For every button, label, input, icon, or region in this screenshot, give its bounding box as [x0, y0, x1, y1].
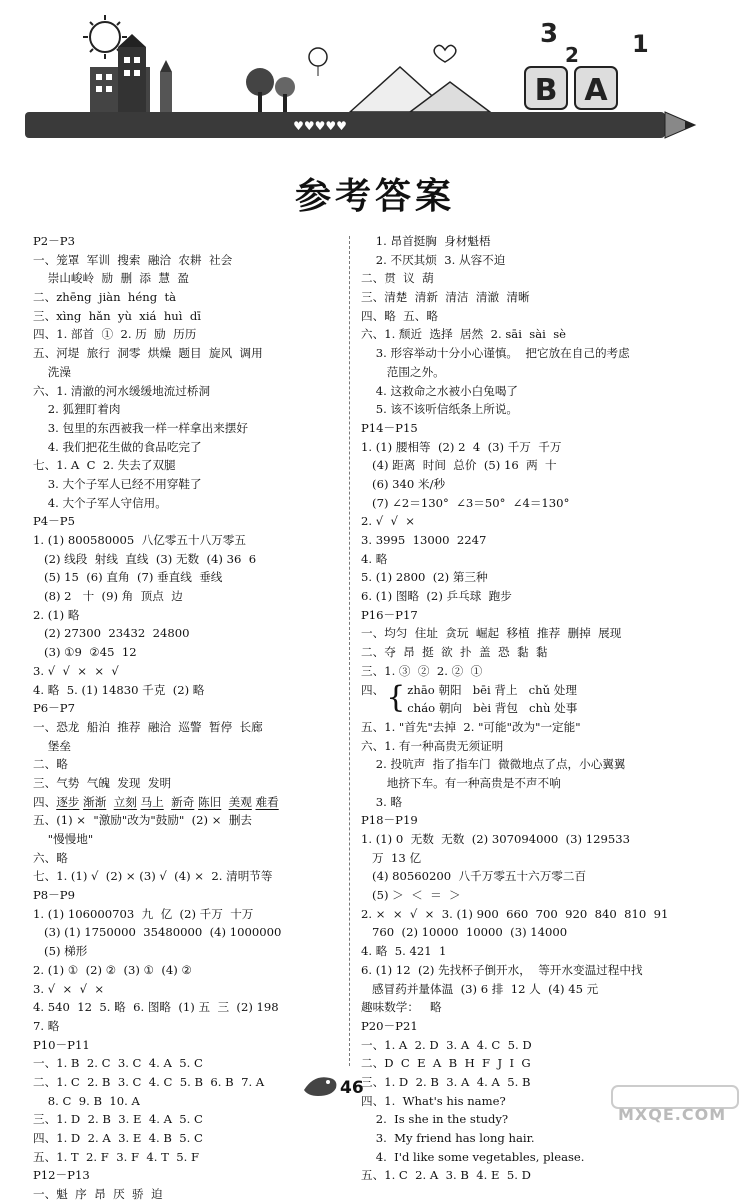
page-title: 参考答案 — [294, 176, 455, 217]
answer-line: 2. 投吭声 指了指车门 微微地点了点，小心翼翼 — [361, 757, 626, 772]
answer-line: 5. (1) 2800 (2) 第三种 — [361, 570, 488, 585]
answer-line: P16－P17 — [361, 607, 418, 622]
answer-line: 3. 包里的东西被我一样一样拿出来摆好 — [33, 420, 248, 435]
answer-line: 一、1. A 2. D 3. A 4. C 5. D — [361, 1037, 532, 1052]
column-divider — [349, 236, 350, 1066]
answer-line: 一、魁 序 昂 厌 骄 迫 — [33, 1187, 163, 1202]
answer-line: P8－P9 — [33, 888, 75, 903]
answer-line: 2. (1) 略 — [33, 607, 80, 622]
answer-line: 三、清楚 清新 清洁 清澈 清晰 — [361, 290, 530, 305]
answer-line: 3. 大个子军人已经不用穿鞋了 — [33, 476, 202, 491]
answer-line: 七、1. (1) √ (2) × (3) √ (4) × 2. 清明节等 — [33, 869, 273, 884]
underlined-word: 难看 — [255, 794, 279, 809]
answer-line: 4. 略 5. 421 1 — [361, 944, 447, 959]
answer-line: (2) 线段 射线 直线 (3) 无数 (4) 36 6 — [33, 551, 257, 566]
underlined-word: 陈旧 — [198, 794, 222, 809]
answer-line: 五、河堤 旅行 洞零 烘燥 题目 旋风 调用 — [33, 346, 263, 361]
underlined-word: 美观 — [228, 794, 252, 809]
banner-hearts: ♥♥♥♥♥ — [293, 119, 347, 133]
answer-line: 三、1. D 2. B 3. A 4. A 5. B — [361, 1074, 531, 1089]
underlined-word: 渐渐 — [83, 794, 107, 809]
answer-line: 2. 不厌其烦 3. 从容不迫 — [361, 252, 506, 267]
answer-line: 二、zhēng jiàn héng tà — [33, 290, 177, 305]
answer-line: 一、1. B 2. C 3. C 4. A 5. C — [33, 1056, 203, 1071]
underlined-word: 逐步 — [56, 794, 80, 809]
answer-line: "慢慢地" — [33, 832, 94, 846]
answer-line: 3. √ √ × × √ — [33, 663, 119, 678]
answer-line: 4. 540 12 5. 略 6. 图略 (1) 五 三 (2) 198 — [33, 1000, 279, 1015]
answer-line: 五、1. "首先"去掉 2. "可能"改为"一定能" — [361, 719, 581, 734]
answer-line: 2. √ √ × — [361, 514, 415, 529]
answer-line: 范围之外。 — [361, 364, 445, 379]
pinyin-stack — [407, 681, 577, 718]
answer-line: 6. (1) 图略 (2) 乒乓球 跑步 — [361, 589, 512, 604]
right-answer-column — [361, 232, 721, 1185]
answer-line: 760 (2) 10000 10000 (3) 14000 — [361, 925, 568, 940]
answer-line: P12－P13 — [33, 1168, 90, 1183]
answer-line: 4. 我们把花生做的食品吃完了 — [33, 439, 202, 454]
balloon-icon — [309, 48, 327, 76]
answer-line: 六、1. 有一种高贵无须证明 — [361, 738, 504, 753]
underlined-word: 立刻 — [113, 794, 137, 809]
answer-line: 五、(1) × "激励"改为"鼓励" (2) × 删去 — [33, 813, 253, 828]
answer-line: 六、1. 颓近 选择 居然 2. sāi sài sè — [361, 327, 567, 342]
answer-line: 二、D C E A B H F J I G — [361, 1056, 531, 1071]
answer-line: 四、略 五、略 — [361, 308, 438, 323]
digit-1: 1 — [632, 30, 649, 58]
underlined-words-row — [33, 793, 345, 812]
curly-bracket: { — [386, 679, 406, 715]
answer-line: 一、均匀 住址 贪玩 崛起 移植 推荐 删掉 展现 — [361, 626, 622, 641]
answer-line: 趣味数学： 略 — [361, 1000, 442, 1015]
answer-line: (3) ①9 ②45 12 — [33, 645, 137, 660]
answer-prefix: 四、 — [33, 794, 57, 809]
answer-line: (3) (1) 1750000 35480000 (4) 1000000 — [33, 925, 282, 940]
watermark-text: MXQE.COM — [618, 1105, 727, 1124]
answer-line: 四、1. 部首 ① 2. 历 励 历历 — [33, 327, 197, 342]
answer-line: 7. 略 — [33, 1018, 60, 1033]
mascot-icon — [300, 1068, 340, 1098]
answer-line: 6. (1) 12 (2) 先找杯子倒开水， 等开水变温过程中找 — [361, 962, 643, 977]
page-number: 46 — [340, 1078, 364, 1098]
answer-line: 3. √ × √ × — [33, 981, 105, 996]
school-building-icon — [90, 34, 150, 112]
answer-line: 六、1. 清澈的河水缓缓地流过桥洞 — [33, 383, 211, 398]
answer-line: 3. My friend has long hair. — [361, 1131, 535, 1146]
answer-line: (5) 15 (6) 直角 (7) 垂直线 垂线 — [33, 570, 223, 585]
answer-line: 二、1. C 2. B 3. C 4. C 5. B 6. B 7. A — [33, 1074, 265, 1089]
answer-line: 5. 该不该听信纸条上所说。 — [361, 402, 519, 417]
answer-line: 一、恐龙 船泊 推荐 融洽 巡警 暂停 长廊 — [33, 719, 263, 734]
mountains-icon — [350, 67, 490, 112]
answer-line: 三、1. ③ ② 2. ② ① — [361, 663, 483, 678]
answer-line: (5) ＞ ＜ ＝ ＞ — [361, 888, 461, 903]
answer-line: 2. × × √ × 3. (1) 900 660 700 920 840 810 91 — [361, 906, 669, 921]
pinyin-bracket-row — [361, 681, 721, 718]
answer-line: 崇山峻岭 励 删 添 慧 盈 — [33, 271, 189, 286]
answer-line: (7) ∠2＝130° ∠3＝50° ∠4＝130° — [361, 495, 570, 510]
answer-line: 1. (1) 800580005 八亿零五十八万零五 — [33, 533, 246, 547]
answer-prefix: 四、 — [361, 682, 385, 697]
answer-line: 4. 略 — [361, 551, 388, 566]
answer-line: 8. C 9. B 10. A — [33, 1093, 140, 1108]
answer-line: 4. I'd like some vegetables, please. — [361, 1149, 585, 1164]
answer-line: 地挤下车。有一种高贵是不声不响 — [361, 775, 561, 790]
answer-line: 2. 狐狸盯着肉 — [33, 402, 121, 417]
answer-line: 1. 昂首挺胸 身材魁梧 — [361, 234, 491, 248]
answer-line: 五、1. C 2. A 3. B 4. E 5. D — [361, 1168, 531, 1183]
answer-line: 1. (1) 106000703 九 亿 (2) 千万 十万 — [33, 906, 254, 921]
block-letter-a: A — [584, 73, 608, 108]
answer-line: 三、气势 气魄 发现 发明 — [33, 775, 172, 790]
pinyin-top: zhāo 朝阳 bēi 背上 chǔ 处理 — [407, 682, 577, 697]
answer-line: P6－P7 — [33, 701, 75, 716]
answer-line: 4. 这救命之水被小白兔喝了 — [361, 383, 519, 398]
answer-line: (8) 2 十 (9) 角 顶点 边 — [33, 589, 183, 604]
answer-line: 二、贯 议 葫 — [361, 271, 434, 286]
answer-line: 三、1. D 2. B 3. E 4. A 5. C — [33, 1112, 203, 1127]
answer-line: 4. 大个子军人守信用。 — [33, 495, 167, 510]
answer-line: 3. 形容举动十分小心谨慎。 把它放在自己的考虑 — [361, 346, 630, 361]
digit-3: 3 — [540, 19, 559, 49]
answer-line: (6) 340 米/秒 — [361, 476, 446, 491]
answer-line: 3. 略 — [361, 794, 403, 809]
pencils-icon — [160, 60, 172, 117]
trees-icon — [246, 68, 295, 112]
answer-line: P20－P21 — [361, 1018, 418, 1033]
heart-icon — [434, 45, 456, 62]
answer-line: 五、1. T 2. F 3. F 4. T 5. F — [33, 1149, 200, 1164]
answer-line: 感冒药并量体温 (3) 6 排 12 人 (4) 45 元 — [361, 981, 599, 996]
answer-line: P4－P5 — [33, 514, 75, 529]
underlined-word: 马上 — [140, 794, 164, 809]
letter-blocks-icon — [525, 19, 649, 109]
answer-line: 一、笼罩 军训 搜索 融洽 农耕 社会 — [33, 252, 233, 267]
answer-line: 2. Is she in the study? — [361, 1112, 509, 1127]
underlined-word: 新奇 — [171, 794, 195, 809]
answer-line: 1. (1) 0 无数 无数 (2) 307094000 (3) 129533 — [361, 832, 630, 847]
answer-line: 万 13 亿 — [361, 850, 422, 865]
answer-line: (4) 距离 时间 总价 (5) 16 两 十 — [361, 458, 557, 473]
answer-line: P10－P11 — [33, 1037, 90, 1052]
answer-line: 2. (1) ① (2) ② (3) ① (4) ② — [33, 962, 192, 977]
answer-line: P14－P15 — [361, 420, 418, 435]
pinyin-bottom: cháo 朝向 bèi 背包 chù 处事 — [407, 701, 578, 716]
answer-line: P18－P19 — [361, 813, 418, 828]
answer-line: 七、1. A C 2. 失去了双腿 — [33, 458, 176, 473]
answer-line: (2) 27300 23432 24800 — [33, 626, 190, 641]
left-answer-column — [33, 232, 345, 1204]
answer-line: 六、略 — [33, 850, 68, 865]
answer-line: 四、1. What's his name? — [361, 1093, 506, 1108]
digit-2: 2 — [565, 43, 579, 67]
answer-line: 三、xìng hǎn yù xiá huì dī — [33, 308, 201, 323]
answer-line: 二、略 — [33, 757, 68, 772]
answer-line: 3. 3995 13000 2247 — [361, 533, 487, 547]
answer-line: P2－P3 — [33, 234, 75, 248]
block-letter-b: B — [534, 73, 558, 108]
header-banner-illustration — [20, 12, 720, 147]
pencil-bar-icon — [25, 112, 695, 138]
answer-line: (4) 80560200 八千万零五十六万零二百 — [361, 869, 587, 884]
answer-line: 1. (1) 腰相等 (2) 2 4 (3) 千万 千万 — [361, 439, 562, 454]
answer-line: 四、1. D 2. A 3. E 4. B 5. C — [33, 1131, 203, 1145]
answer-line: 4. 略 5. (1) 14830 千克 (2) 略 — [33, 682, 205, 697]
answer-line: 洗澡 — [33, 364, 71, 379]
answer-line: (5) 梯形 — [33, 944, 88, 959]
answer-line: 堡垒 — [33, 738, 71, 753]
answer-line: 二、夺 昂 挺 欲 扑 盖 恐 黏 黏 — [361, 645, 548, 660]
